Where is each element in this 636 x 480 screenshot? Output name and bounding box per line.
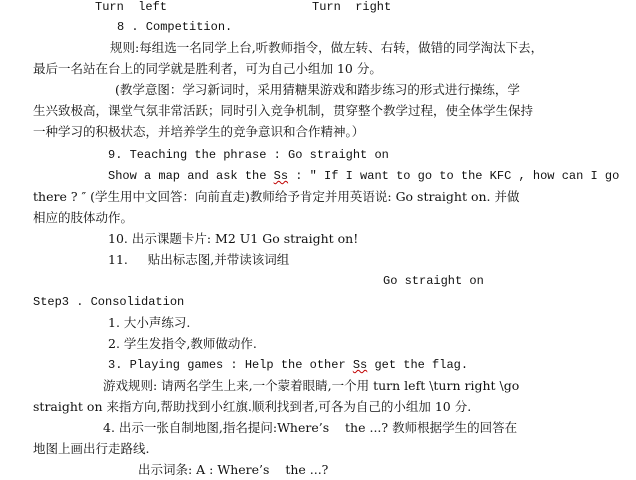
rules-line-1: 规则:每组选一名同学上台,听教师指令，做左转、右转，做错的同学淘汰下去， <box>110 40 544 55</box>
text-segment: Show a map and ask the <box>108 169 274 183</box>
spellcheck-word: Ss <box>352 358 368 372</box>
word-card-line: 出示词条: A : Where’s the ...? <box>138 462 329 477</box>
text-segment: 3. Playing games : Help the other <box>108 358 353 372</box>
consolidation-item-1: 1. 大小声练习. <box>108 315 191 330</box>
item-10: 10. 出示课题卡片: M2 U1 Go straight on! <box>108 231 359 246</box>
item-9-line-3: 相应的肢体动作。 <box>33 210 134 225</box>
item-9-heading: 9. Teaching the phrase : Go straight on <box>108 148 389 162</box>
rules-line-2: 最后一名站在台上的同学就是胜利者，可为自己小组加 10 分。 <box>33 61 382 76</box>
item-8-heading: 8 . Competition. <box>117 20 233 34</box>
item-9-line-1 <box>108 166 619 186</box>
spellcheck-word: Ss <box>273 169 289 183</box>
consolidation-item-4-line-2: 地图上画出行走路线. <box>33 441 150 456</box>
item-9-line-2: there ? ″ (学生用中文回答：向前直走)教师给予肯定并用英语说: Go straight on. 并做 <box>33 189 520 204</box>
consolidation-item-4-line-1: 4. 出示一张自制地图,指名提问:Where’s the ...? 教师根据学生的回答在 <box>103 420 518 435</box>
item-11: 11. 贴出标志图,并带读该词组 <box>108 252 290 267</box>
game-rules-line-1: 游戏规则: 请两名学生上来,一个蒙着眼睛,一个用 turn left \turn right \go <box>103 378 520 393</box>
game-rules-line-2: straight on 来指方向,帮助找到小红旗.顺利找到者,可各为自己的小组加 10 分. <box>33 399 472 414</box>
step3-heading: Step3 . Consolidation <box>33 295 185 309</box>
intent-line-2: 生兴致极高，课堂气氛非常活跃；同时引入竞争机制，贯穿整个教学过程，使全体学生保持 <box>33 103 534 118</box>
consolidation-item-2: 2. 学生发指令,教师做动作. <box>108 336 257 351</box>
phrase-go-straight-on: Go straight on <box>383 274 484 288</box>
text-segment: : ″ If I want to go to the KFC , how can I go <box>288 169 620 183</box>
text-segment: get the flag. <box>367 358 469 372</box>
intent-line-3: 一种学习的积极状态，并培养学生的竞争意识和合作精神。） <box>33 124 365 139</box>
consolidation-item-3 <box>108 355 468 375</box>
intent-line-1: (教学意图：学习新词时，采用猜糖果游戏和踏步练习的形式进行操练，学 <box>115 82 520 97</box>
text-turn-right: Turn right <box>312 0 392 14</box>
text-turn-left: Turn left <box>95 0 168 14</box>
